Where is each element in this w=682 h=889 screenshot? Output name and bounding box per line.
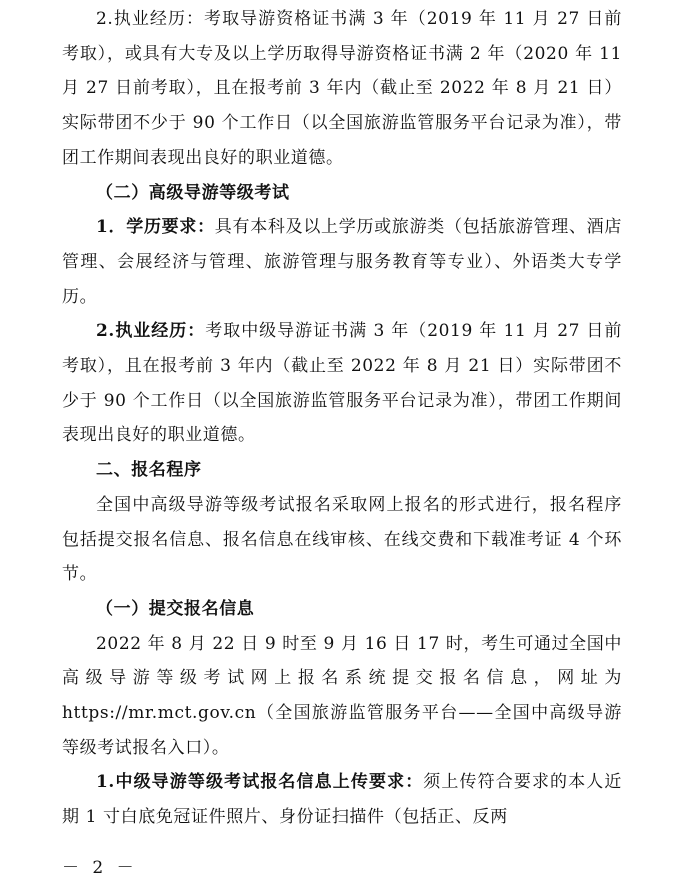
paragraph-upload-requirements: [62, 765, 622, 834]
heading-registration-procedure: 二、报名程序: [96, 460, 202, 481]
paragraph-text: 须上传符合要求的本人近期 1 寸白底免冠证件照片、身份证扫描件（包括正、反两: [62, 772, 622, 828]
paragraph-label: 1.中级导游等级考试报名信息上传要求：: [96, 772, 424, 793]
paragraph-label: 2.: [96, 9, 114, 29]
paragraph-text: 考取中级导游证书满 3 年（2019 年 11 月 27 日前考取），且在报考前 3 年内（截止至 2022 年 8 月 21 日）实际带团不少于 90 个工作日（以全国旅游监管服务平台记录为准），带团工作期间表现出良好的职业道德。: [62, 321, 622, 446]
heading-submit-info: （一）提交报名信息: [96, 598, 255, 619]
paragraph-work-experience-intermediate: [62, 2, 622, 176]
paragraph-text: 执业经历：考取导游资格证书满 3 年（2019 年 11 月 27 日前考取），或具有大专及以上学历取得导游资格证书满 2 年（2020 年 11 月 27 日前考取），且在报考前 3 年内（截止至 2022 年 8 月 21 日）实际带团不少于 90 个工作日（以全国旅游监管服务平台记录为准），带团工作期间表现出良好的职业道德。: [62, 9, 622, 168]
paragraph-education-requirement: [62, 210, 622, 314]
heading-senior-exam: （二）高级导游等级考试: [96, 182, 290, 203]
paragraph-registration-overview: [62, 488, 622, 592]
paragraph-submission-period: [62, 627, 622, 766]
paragraph-text: 具有本科及以上学历或旅游类（包括旅游管理、酒店管理、会展经济与管理、旅游管理与服务教育等专业）、外语类大专学历。: [62, 217, 622, 307]
paragraph-text: 全国中高级导游等级考试报名采取网上报名的形式进行，报名程序包括提交报名信息、报名信息在线审核、在线交费和下载准考证 4 个环节。: [62, 494, 622, 585]
paragraph-work-experience-senior: [62, 314, 622, 453]
paragraph-text: 2022 年 8 月 22 日 9 时至 9 月 16 日 17 时，考生可通过全国中高级导游等级考试网上报名系统提交报名信息，网址为 https://mr.mct.gov.cn（全国旅游监管服务平台——全国中高级导游等级考试报名入口）。: [62, 633, 622, 758]
page-number: － 2 －: [62, 858, 138, 878]
document-body: [62, 2, 622, 835]
paragraph-label: 1．学历要求：: [96, 217, 215, 238]
paragraph-label: 2.执业经历：: [96, 321, 206, 342]
